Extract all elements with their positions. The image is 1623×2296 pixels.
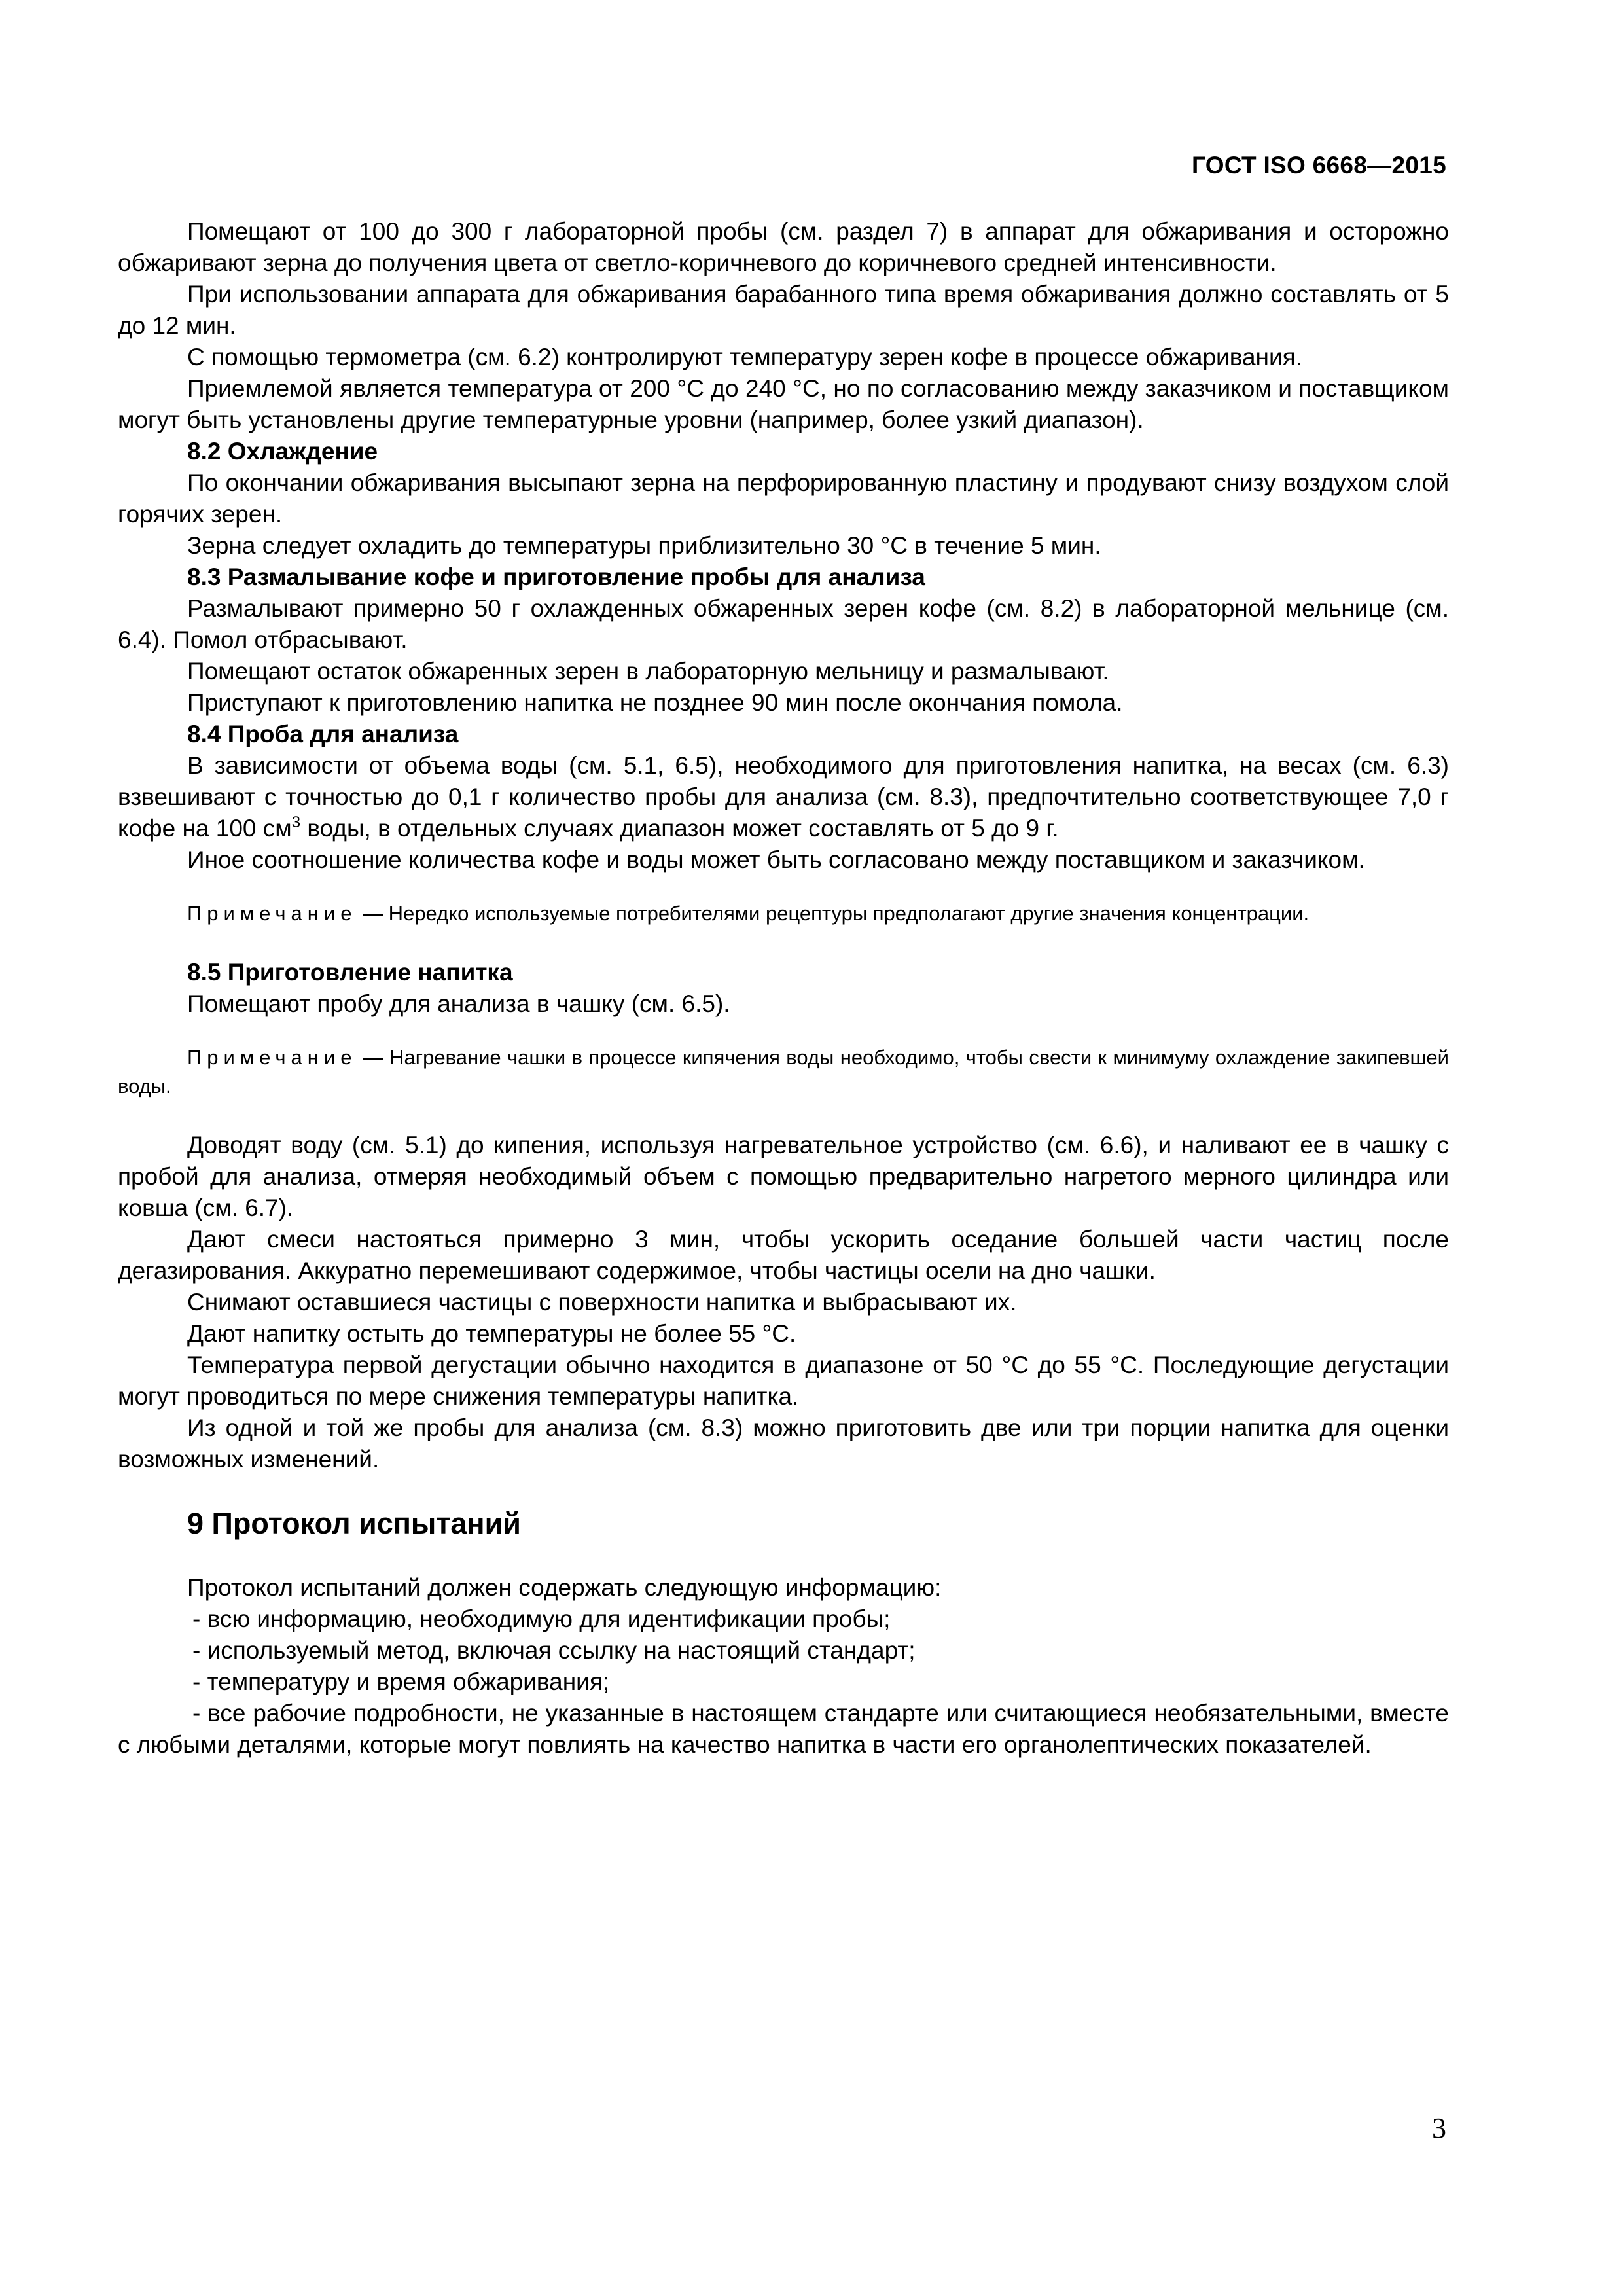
paragraph: Протокол испытаний должен содержать следующую информацию:: [187, 1574, 942, 1601]
section-heading-9: 9 Протокол испытаний: [187, 1507, 521, 1540]
section-heading-8-2: 8.2 Охлаждение: [187, 438, 378, 465]
paragraph: Приступают к приготовлению напитка не позднее 90 мин после окончания помола.: [187, 689, 1123, 716]
list-item: - используемый метод, включая ссылку на настоящий стандарт;: [192, 1637, 916, 1664]
list-item: - всю информацию, необходимую для идентификации пробы;: [192, 1605, 891, 1632]
page-number: 3: [1432, 2112, 1446, 2144]
paragraph: Размалывают примерно 50 г охлажденных обжаренных зерен кофе (см. 8.2) в лабораторной мельнице (см. 6.4). Помол отбрасывают.: [118, 595, 1449, 653]
note-text: — Нередко используемые потребителями рецептуры предполагают другие значения концентрации.: [357, 902, 1310, 925]
paragraph: Доводят воду (см. 5.1) до кипения, используя нагревательное устройство (см. 6.6), и наливают ее в чашку с пробой для анализа, отмеряя необходимый объем с помощью предварительно нагретого мерного цилиндра или ковша (см. 6.7).: [118, 1132, 1449, 1221]
paragraph: Помещают остаток обжаренных зерен в лабораторную мельницу и размалывают.: [187, 658, 1109, 685]
section-heading-8-3: 8.3 Размалывание кофе и приготовление пробы для анализа: [187, 564, 925, 590]
paragraph: Дают напитку остыть до температуры не более 55 °С.: [187, 1320, 796, 1347]
note: [118, 1043, 1449, 1101]
document-header: ГОСТ ISO 6668—2015: [1192, 152, 1446, 179]
section-heading-8-5: 8.5 Приготовление напитка: [187, 959, 513, 986]
paragraph: [118, 750, 1449, 844]
note: [118, 899, 1449, 928]
paragraph: Приемлемой является температура от 200 °С до 240 °С, но по согласованию между заказчиком и поставщиком могут быть установлены другие температурные уровни (например, более узкий диапазон).: [118, 375, 1449, 433]
paragraph: По окончании обжаривания высыпают зерна на перфорированную пластину и продувают снизу воздухом слой горячих зерен.: [118, 469, 1449, 528]
section-heading-8-4: 8.4 Проба для анализа: [187, 721, 459, 747]
list-item: - температуру и время обжаривания;: [192, 1668, 610, 1695]
paragraph: Зерна следует охладить до температуры приблизительно 30 °С в течение 5 мин.: [187, 532, 1101, 559]
paragraph: С помощью термометра (см. 6.2) контролируют температуру зерен кофе в процессе обжаривания.: [187, 344, 1302, 370]
paragraph: Помещают пробу для анализа в чашку (см. 6.5).: [187, 990, 730, 1017]
superscript: 3: [291, 814, 301, 831]
note-text: — Нагревание чашки в процессе кипячения воды необходимо, чтобы свести к минимуму охлаждение закипевшей воды.: [118, 1046, 1449, 1098]
paragraph: Помещают от 100 до 300 г лабораторной пробы (см. раздел 7) в аппарат для обжаривания и осторожно обжаривают зерна до получения цвета от светло-коричневого до коричневого средней интенсивности.: [118, 218, 1449, 276]
paragraph: При использовании аппарата для обжаривания барабанного типа время обжаривания должно составлять от 5 до 12 мин.: [118, 281, 1449, 339]
paragraph: Иное соотношение количества кофе и воды может быть согласовано между поставщиком и заказчиком.: [187, 846, 1365, 873]
paragraph: Дают смеси настояться примерно 3 мин, чтобы ускорить оседание большей части частиц после дегазирования. Аккуратно перемешивают содержимое, чтобы частицы осели на дно чашки.: [118, 1226, 1449, 1284]
paragraph: Снимают оставшиеся частицы с поверхности напитка и выбрасывают их.: [187, 1289, 1017, 1316]
document-body: [118, 216, 1449, 1761]
list-item: - все рабочие подробности, не указанные в настоящем стандарте или считающиеся необязательными, вместе с любыми деталями, которые могут повлиять на качество напитка в части его органолептических показателей.: [118, 1700, 1449, 1758]
note-label: Примечание: [187, 902, 357, 925]
paragraph-text: В зависимости от объема воды (см. 5.1, 6.5), необходимого для приготовления напитка, на весах (см. 6.3) взвешивают с точностью до 0,1 г количество пробы для анализа (см. 8.3), предпочтительно соответствующее 7,0 г кофе на 100 см: [118, 752, 1449, 842]
paragraph: Из одной и той же пробы для анализа (см. 8.3) можно приготовить две или три порции напитка для оценки возможных изменений.: [118, 1414, 1449, 1473]
paragraph: Температура первой дегустации обычно находится в диапазоне от 50 °С до 55 °С. Последующие дегустации могут проводиться по мере снижения температуры напитка.: [118, 1352, 1449, 1410]
note-label: Примечание: [187, 1046, 357, 1069]
paragraph-text: воды, в отдельных случаях диапазон может составлять от 5 до 9 г.: [300, 815, 1059, 842]
